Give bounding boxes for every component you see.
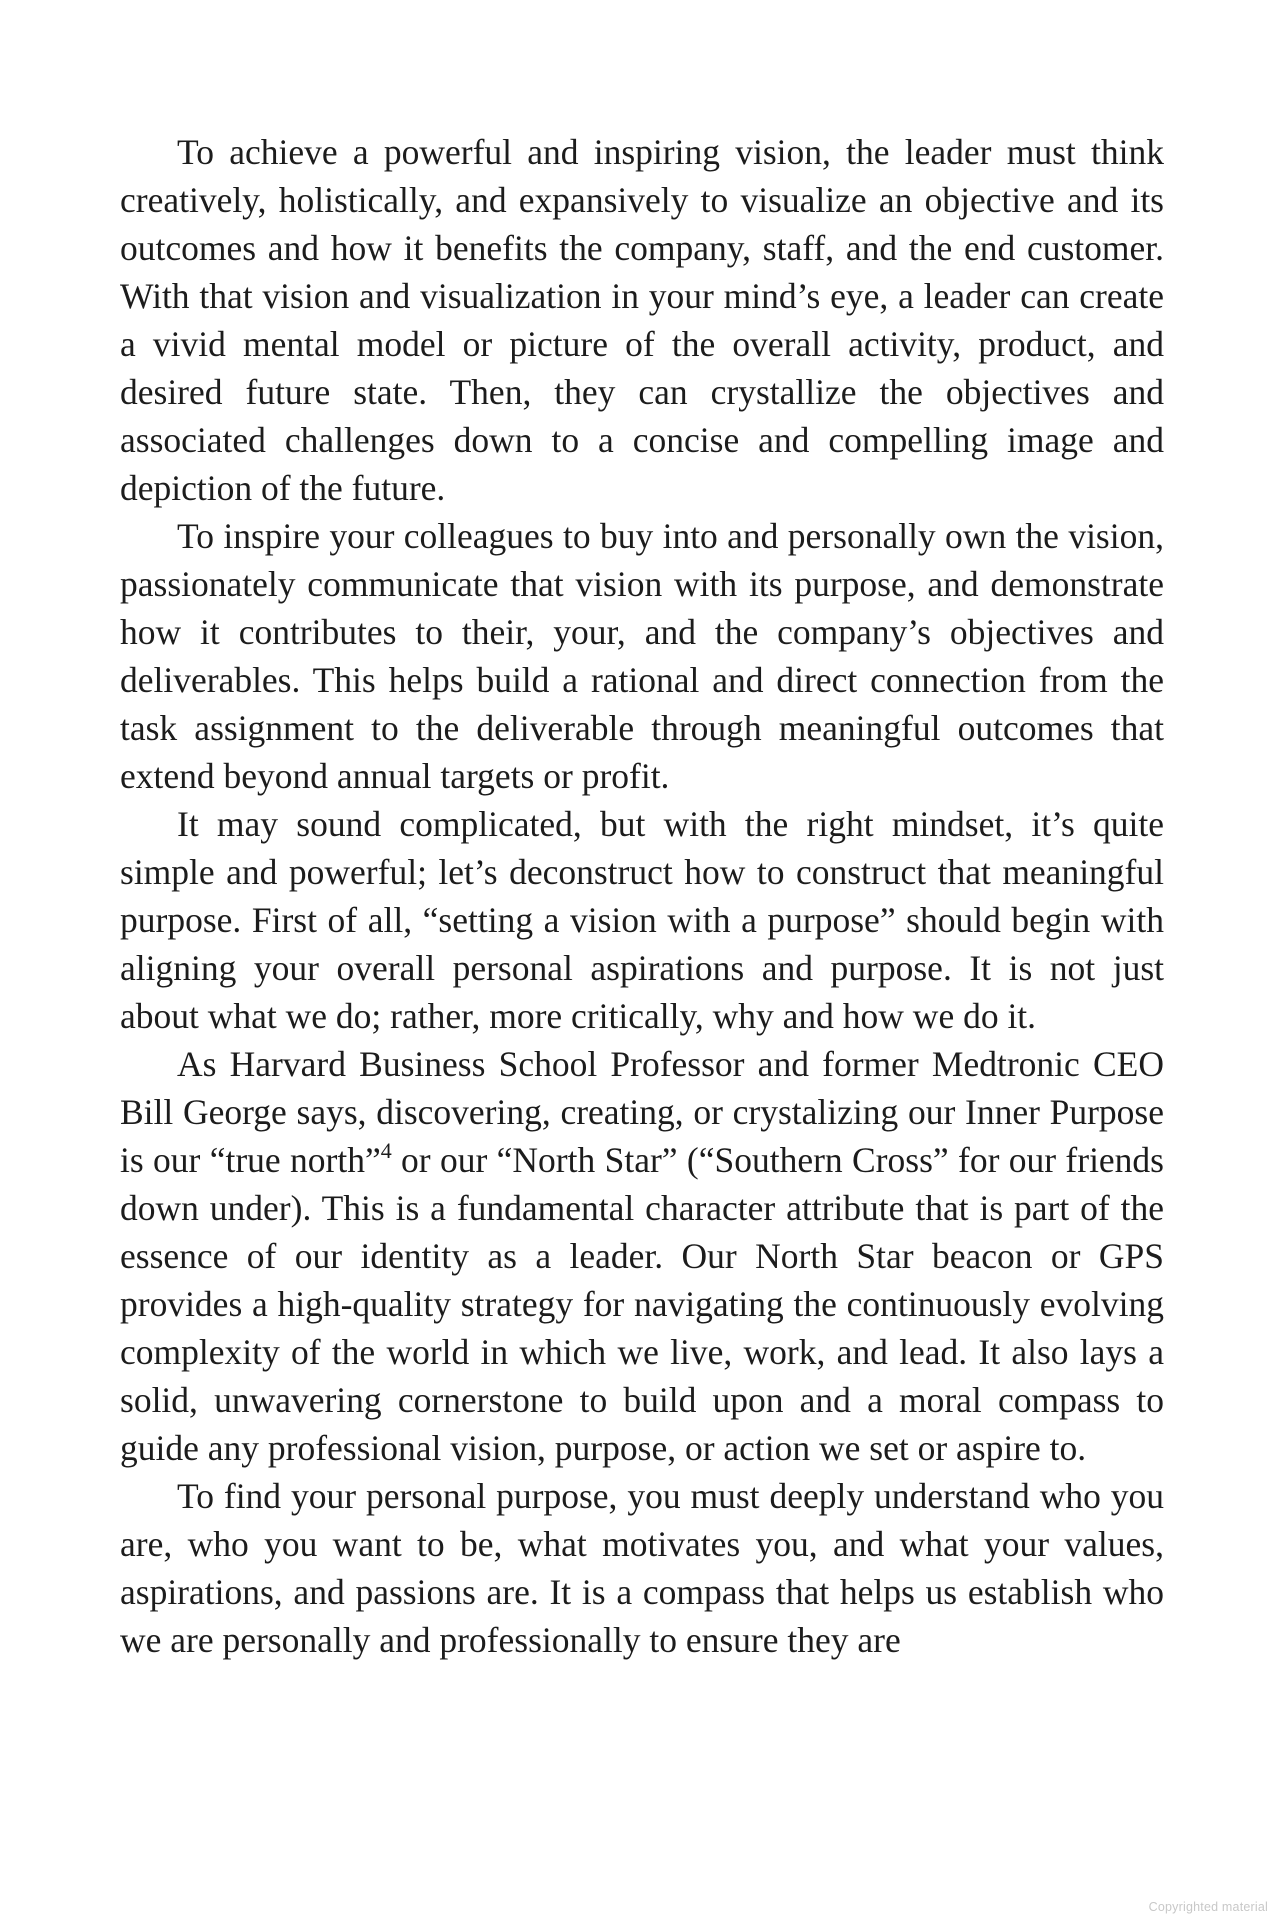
footnote-marker: 4 <box>380 1138 392 1163</box>
paragraph-true-north-text-before: As Harvard Business School Professor and former Medtronic CEO Bill George says, discovering, creating, or crystalizing our Inner Purpose is our “true north” <box>120 1044 1164 1180</box>
paragraph-meaningful-purpose: It may sound complicated, but with the right mindset, it’s quite simple and powerful; let’s deconstruct how to construct that meaningful purpose. First of all, “setting a vision with a purpose” should begin with aligning your overall personal aspirations and purpose. It is not just about what we do; rather, more critically, why and how we do it. <box>120 804 1164 1036</box>
paragraph-true-north-text-after: or our “North Star” (“Southern Cross” for our friends down under). This is a fundamental character attribute that is part of the essence of our identity as a leader. Our North Star beacon or GPS provides a high-quality strategy for navigating the continuously evolving complexity of the world in which we live, work, and lead. It also lays a solid, unwavering cornerstone to build upon and a moral compass to guide any professional vision, purpose, or action we set or aspire to. <box>120 1140 1164 1468</box>
paragraph-vision: To achieve a powerful and inspiring vision, the leader must think creatively, holistically, and expansively to visualize an objective and its outcomes and how it benefits the company, staff, and the end customer. With that vision and visualization in your mind’s eye, a leader can create a vivid mental model or picture of the overall activity, product, and desired future state. Then, they can crystallize the objectives and associated challenges down to a concise and compelling image and depiction of the future. <box>120 132 1164 508</box>
paragraph-inspire-colleagues: To inspire your colleagues to buy into and personally own the vision, passionately communicate that vision with its purpose, and demonstrate how it contributes to their, your, and the company’s objectives and deliverables. This helps build a rational and direct connection from the task assignment to the deliverable through meaningful outcomes that extend beyond annual targets or profit. <box>120 516 1164 796</box>
paragraph-true-north <box>120 1040 1164 1472</box>
body-text <box>120 128 1164 1664</box>
copyright-watermark: Copyrighted material <box>1148 1900 1268 1914</box>
paragraph-personal-purpose: To find your personal purpose, you must deeply understand who you are, who you want to be, what motivates you, and what your values, aspirations, and passions are. It is a compass that helps us establish who we are personally and professionally to ensure they are <box>120 1476 1164 1660</box>
